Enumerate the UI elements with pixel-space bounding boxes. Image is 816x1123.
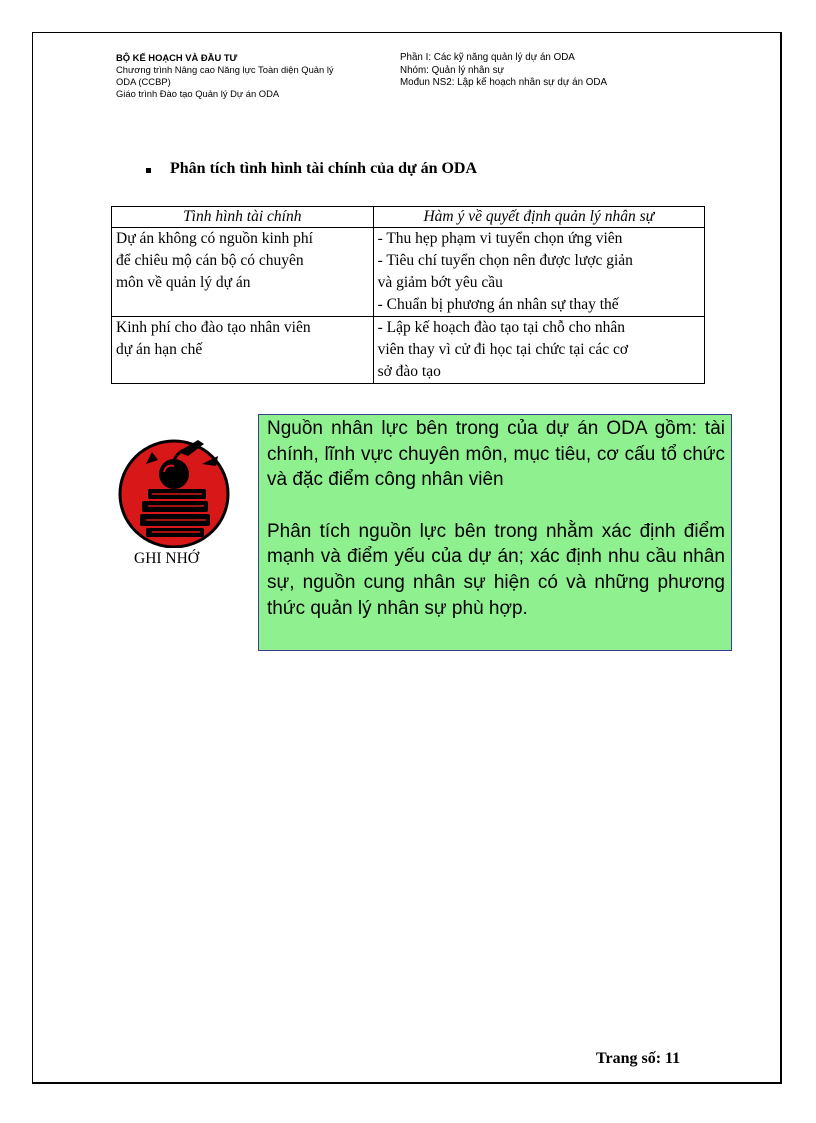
finance-table (111, 206, 705, 384)
implications-cell (373, 317, 704, 384)
cell-line: dự án hạn chế (116, 341, 203, 358)
implications-cell (373, 228, 704, 317)
header-program-line2: ODA (CCBP) (116, 76, 171, 87)
header-course: Giáo trình Đào tạo Quản lý Dự án ODA (116, 88, 280, 99)
reminder-note-box (258, 414, 732, 651)
section-heading-text: Phân tích tình hình tài chính của dự án ODA (170, 160, 478, 177)
reminder-paragraph: Phân tích nguồn lực bên trong nhằm xác định điểm mạnh và điểm yếu của dự án; xác định nhu cầu nhân sự, nguồn cung nhân sự hiện có và những phương thức quản lý nhân sự phù hợp. (267, 520, 725, 619)
cell-line: - Thu hẹp phạm vi tuyển chọn ứng viên (377, 230, 623, 247)
table-row (112, 317, 705, 384)
cell-line: và giảm bớt yêu cầu (377, 274, 503, 291)
situation-cell (112, 317, 374, 384)
reminder-paragraph: Nguồn nhân lực bên trong của dự án ODA gồm: tài chính, lĩnh vực chuyên môn, mục tiêu, cơ cấu tổ chức và đặc điểm công nhân viên (267, 418, 725, 491)
column-header-situation: Tình hình tài chính (112, 207, 374, 228)
header-program-line1: Chương trình Nâng cao Năng lực Toàn diện Quản lý (116, 64, 334, 75)
situation-cell (112, 228, 374, 317)
table-row (112, 228, 705, 317)
cell-line: môn về quản lý dự án (116, 274, 251, 291)
cell-line: sở đào tạo (377, 363, 441, 380)
cell-line: để chiêu mộ cán bộ có chuyên (116, 252, 304, 269)
header-organization: BỘ KẾ HOẠCH VÀ ĐẦU TƯ (116, 52, 238, 63)
cell-line: - Lập kế hoạch đào tạo tại chỗ cho nhân (377, 319, 626, 336)
table-header-row (112, 207, 705, 228)
header-group: Nhóm: Quản lý nhân sự (400, 64, 505, 76)
header-module: Mođun NS2: Lập kế hoạch nhân sự dự án ODA (400, 77, 608, 88)
header-left (116, 52, 386, 100)
cell-line: Dự án không có nguồn kinh phí (116, 230, 313, 247)
books-apple-icon (118, 434, 234, 548)
cell-line: Kinh phí cho đào tạo nhân viên (116, 319, 311, 336)
header-right (400, 52, 700, 90)
section-heading (148, 160, 477, 178)
header-part: Phần I: Các kỹ năng quản lý dự án ODA (400, 52, 575, 63)
reminder-label: GHI NHỚ (134, 550, 200, 567)
cell-line: - Chuẩn bị phương án nhân sự thay thế (377, 296, 619, 313)
page-number: Trang số: 11 (596, 1050, 681, 1067)
cell-line: viên thay vì cử đi học tại chức tại các cơ (377, 341, 629, 358)
column-header-implications: Hàm ý về quyết định quản lý nhân sự (373, 207, 704, 228)
cell-line: - Tiêu chí tuyển chọn nên được lược giản (377, 252, 633, 269)
